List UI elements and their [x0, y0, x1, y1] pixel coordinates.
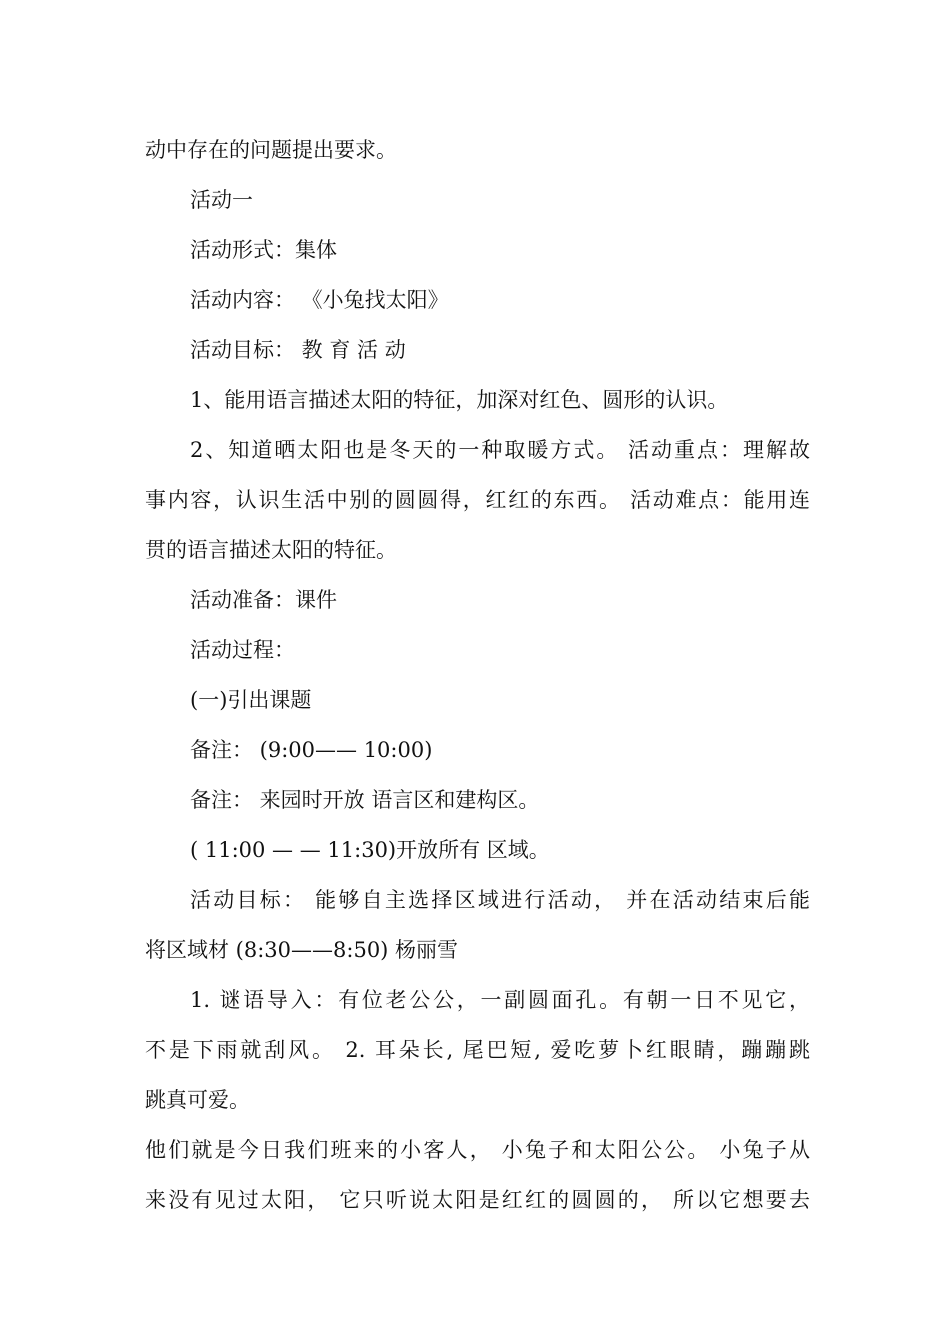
section-heading: 活动一	[190, 188, 253, 212]
text-line: (一)引出课题	[190, 688, 312, 712]
text-line: 活动内容： 《小兔找太阳》	[190, 288, 449, 312]
text-line: 他们就是今日我们班来的小客人， 小兔子和太阳公公。 小兔子从	[145, 1138, 810, 1162]
text-line: 活动目标： 能够自主选择区域进行活动， 并在活动结束后能	[190, 888, 810, 912]
text-line: ( 11:00 — — 11:30)开放所有 区域。	[190, 838, 550, 862]
text-line: 备注： (9:00—— 10:00)	[190, 738, 433, 762]
text-line: 将区域材 (8:30——8:50) 杨丽雪	[145, 938, 459, 962]
text-line: 活动形式：集体	[190, 238, 337, 262]
text-line: 事内容，认识生活中别的圆圆得，红红的东西。 活动难点：能用连	[145, 488, 810, 512]
text-line: 来没有见过太阳， 它只听说太阳是红红的圆圆的， 所以它想要去	[145, 1188, 810, 1212]
text-line: 活动过程：	[190, 638, 295, 662]
text-line: 1、能用语言描述太阳的特征，加深对红色、圆形的认识。	[190, 388, 729, 412]
text-line: 活动准备：课件	[190, 588, 337, 612]
text-line: 2、知道晒太阳也是冬天的一种取暖方式。 活动重点：理解故	[190, 438, 810, 462]
text-line: 活动目标： 教 育 活 动	[190, 338, 406, 362]
text-line: 备注： 来园时开放 语言区和建构区。	[190, 788, 540, 812]
text-line: 1. 谜语导入：有位老公公，一副圆面孔。有朝一日不见它，	[190, 988, 810, 1012]
text-line: 贯的语言描述太阳的特征。	[145, 538, 397, 562]
text-line: 动中存在的问题提出要求。	[145, 138, 397, 162]
text-line: 跳真可爱。	[145, 1088, 250, 1112]
text-line: 不是下雨就刮风。 2. 耳朵长, 尾巴短, 爱吃萝卜红眼睛，蹦蹦跳	[145, 1038, 810, 1062]
